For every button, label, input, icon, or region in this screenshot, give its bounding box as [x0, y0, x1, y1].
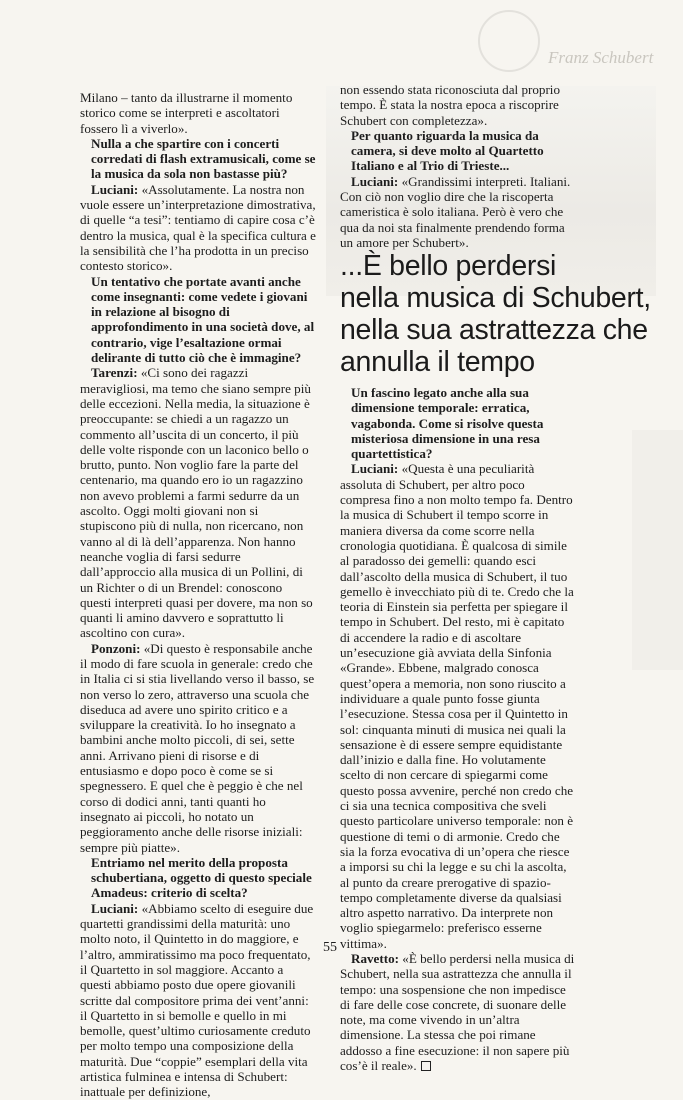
answer-text: «Ci sono dei ragazzi meravigliosi, ma temo che siano sempre più delle eccezioni. Nella media, la situazione è preoccupante: se chiedi a un ragazzo un commento all’uscita di un concerto, il più delle volte risponde con un laconico bello o brutto, punto. Non voglio fare la parte del centenario, ma quando ero io un ragazzino non avevo problemi a farmi sedurre da un ascolto. Oggi molti giovani non si stupiscono più di nulla, non ricercano, non vanno al di là dell’apparenza. Non hanno neanche voglia di farsi sedurre dall’approccio alla musica di un Pollini, di un Richter o di un Brendel: conoscono questi interpreti quasi per dovere, ma non so quanti li amino davvero e soprattutto li ascoltino con cura». — [80, 365, 313, 641]
interview-answer — [340, 951, 576, 1073]
pull-quote — [340, 250, 651, 378]
interview-answer — [80, 901, 316, 1100]
interview-answer — [340, 461, 576, 951]
question-text: Un fascino legato anche alla sua dimensione temporale: erratica, vagabonda. Come si risolve questa misteriosa dimensione in una resa quartettistica? — [351, 385, 544, 462]
speaker-name: Luciani: — [351, 173, 399, 189]
answer-text: «Abbiamo scelto di eseguire due quartetti grandissimi della maturità: uno molto noto, il Quintetto in do maggiore, e l’altro, ammiratissimo ma poco frequentato, il Quartetto in sol maggiore. Accanto a questi abbiamo posto due opere giovanili scritte dal compositore prima dei vent’anni: il Quartetto in si bemolle e quello in mi bemolle, quest’ultimo curiosamente creduto per molto tempo una composizione della maturità. Due “coppie” esemplari della vita artistica fulminea e intensa di Schubert: inattuale per definizione, — [80, 900, 314, 1100]
interview-question — [80, 136, 316, 182]
speaker-name: Luciani: — [351, 461, 399, 477]
background-bleed-sidebar — [632, 430, 683, 670]
interview-answer — [80, 641, 316, 855]
answer-text: «Grandissimi interpreti. Italiani. Con ciò non voglio dire che la riscoperta cameristica è solo italiana. Però è vero che qua da noi sta finalmente prendendo forma un amore per Schubert». — [340, 173, 571, 250]
interview-answer — [340, 174, 576, 250]
answer-text: «Di questo è responsabile anche il modo di fare scuola in generale: credo che in Italia ci si stia livellando verso il basso, se non verso lo zero, attraverso una scuola che diseduca ad avere uno spirito critico e a sviluppare la creatività. Io ho insegnato a bambini anche molto piccoli, di sei, sette anni. Arrivano pieni di risorse e di entusiasmo e dopo poco è come se si spegnessero. E quel che è peggio è che nel corso di dodici anni, tanti quanti ho insegnato ai piccoli, ho notato un peggioramento anche delle risorse iniziali: sempre più piatte». — [80, 640, 315, 855]
question-text: Entriamo nel merito della proposta schubertiana, oggetto di questo speciale Amadeus: criterio di scelta? — [91, 854, 312, 901]
interview-answer — [340, 82, 576, 128]
speaker-name: Tarenzi: — [91, 365, 138, 381]
pull-quote-line: ...È bello perdersi — [340, 250, 557, 282]
answer-text: «È bello perdersi nella musica di Schubert, nella sua astrattezza che annulla il tempo: una sospensione che non impedisce di fare delle cose concrete, di suonare delle note, ma come vivendo in un’altra dimensione. La stessa che poi rimane addosso a fine esecuzione: il non sapere più cos’è il reale». — [340, 950, 575, 1074]
pull-quote-line: nella sua astrattezza che — [340, 314, 648, 346]
end-of-article-mark — [421, 1061, 431, 1071]
speaker-name: Ponzoni: — [91, 640, 141, 656]
pull-quote-line: annulla il tempo — [340, 346, 535, 378]
interview-answer — [80, 90, 316, 136]
running-header: Franz Schubert — [548, 48, 654, 67]
interview-question — [340, 385, 576, 461]
pull-quote-line: nella musica di Schubert, — [340, 282, 651, 314]
page-number: 55 — [323, 940, 337, 955]
answer-text: «Assolutamente. La nostra non vuole essere un’interpretazione dimostrativa, di quelle “a tesi”: tentiamo di capire cosa c’è dentro la musica, qual è la specifica cultura e la sensibilità che l’ha prodotta in un preciso contesto storico». — [80, 181, 316, 274]
speaker-name: Luciani: — [91, 900, 139, 916]
decorative-ring — [478, 10, 540, 72]
interview-answer — [80, 365, 316, 640]
question-text: Un tentativo che portate avanti anche come insegnanti: come vedete i giovani in relazione al bisogno di approfondimento in una società dove, al contrario, vige l’esaltazione ormai delirante di tutto ciò che è immagine? — [91, 273, 315, 366]
question-text: Per quanto riguarda la musica da camera, si deve molto al Quartetto Italiano e al Trio di Trieste... — [351, 127, 544, 174]
speaker-name: Ravetto: — [351, 950, 399, 966]
answer-text: non essendo stata riconosciuta dal proprio tempo. È stata la nostra epoca a riscoprire Schubert con completezza». — [340, 82, 560, 128]
interview-question — [80, 274, 316, 366]
interview-question — [340, 128, 576, 174]
speaker-name: Luciani: — [91, 181, 139, 197]
right-column-top — [340, 82, 576, 250]
answer-text: Milano – tanto da illustrarne il momento storico come se interpreti e ascoltatori fossero lì a viverlo». — [80, 90, 293, 136]
right-column-bottom — [340, 385, 576, 1073]
left-column — [80, 90, 316, 1100]
interview-answer — [80, 182, 316, 274]
answer-text: «Questa è una peculiarità assoluta di Schubert, per altro poco compresa fino a non molto tempo fa. Dentro la musica di Schubert il tempo scorre in maniera diversa da come scorre nella cronologia quotidiana. È qualcosa di simile al paradosso dei gemelli: quando esci dall’ascolto della musica di Schubert, il tuo gemello è invecchiato più di te. Credo che la teoria di Einstein sia perfetta per spiegare il tempo in Schubert. Del resto, mi è capitato di accendere la radio e di ascoltare un’esecuzione già avviata della Sinfonia «Grande». Ebbene, malgrado conosca quest’opera a memoria, non sono riuscito a individuare a quale punto fosse giunta l’esecuzione. Stessa cosa per il Quintetto in sol: cinquanta minuti di musica nei quali la sensazione è di essere sempre equidistante dall’inizio e dalla fine. Ho volutamente scelto di non cercare di spiegarmi come questo possa avvenire, perché non credo che ci sia una tecnica compositiva che sveli questo particolare universo temporale: non è questione di temi o di armonie. Credo che sia la forza evocativa di un’opera che riesce a imporsi su chi la legge e su chi la ascolta, al punto da creare prerogative di spazio-tempo completamente diverse da qualsiasi altro aspetto narrativo. Da interprete non voglio spiegarmelo: preferisco esserne vittima». — [340, 461, 574, 951]
question-text: Nulla a che spartire con i concerti corredati di flash extramusicali, come se la musica da sola non bastasse più? — [91, 135, 316, 182]
interview-question — [80, 855, 316, 901]
